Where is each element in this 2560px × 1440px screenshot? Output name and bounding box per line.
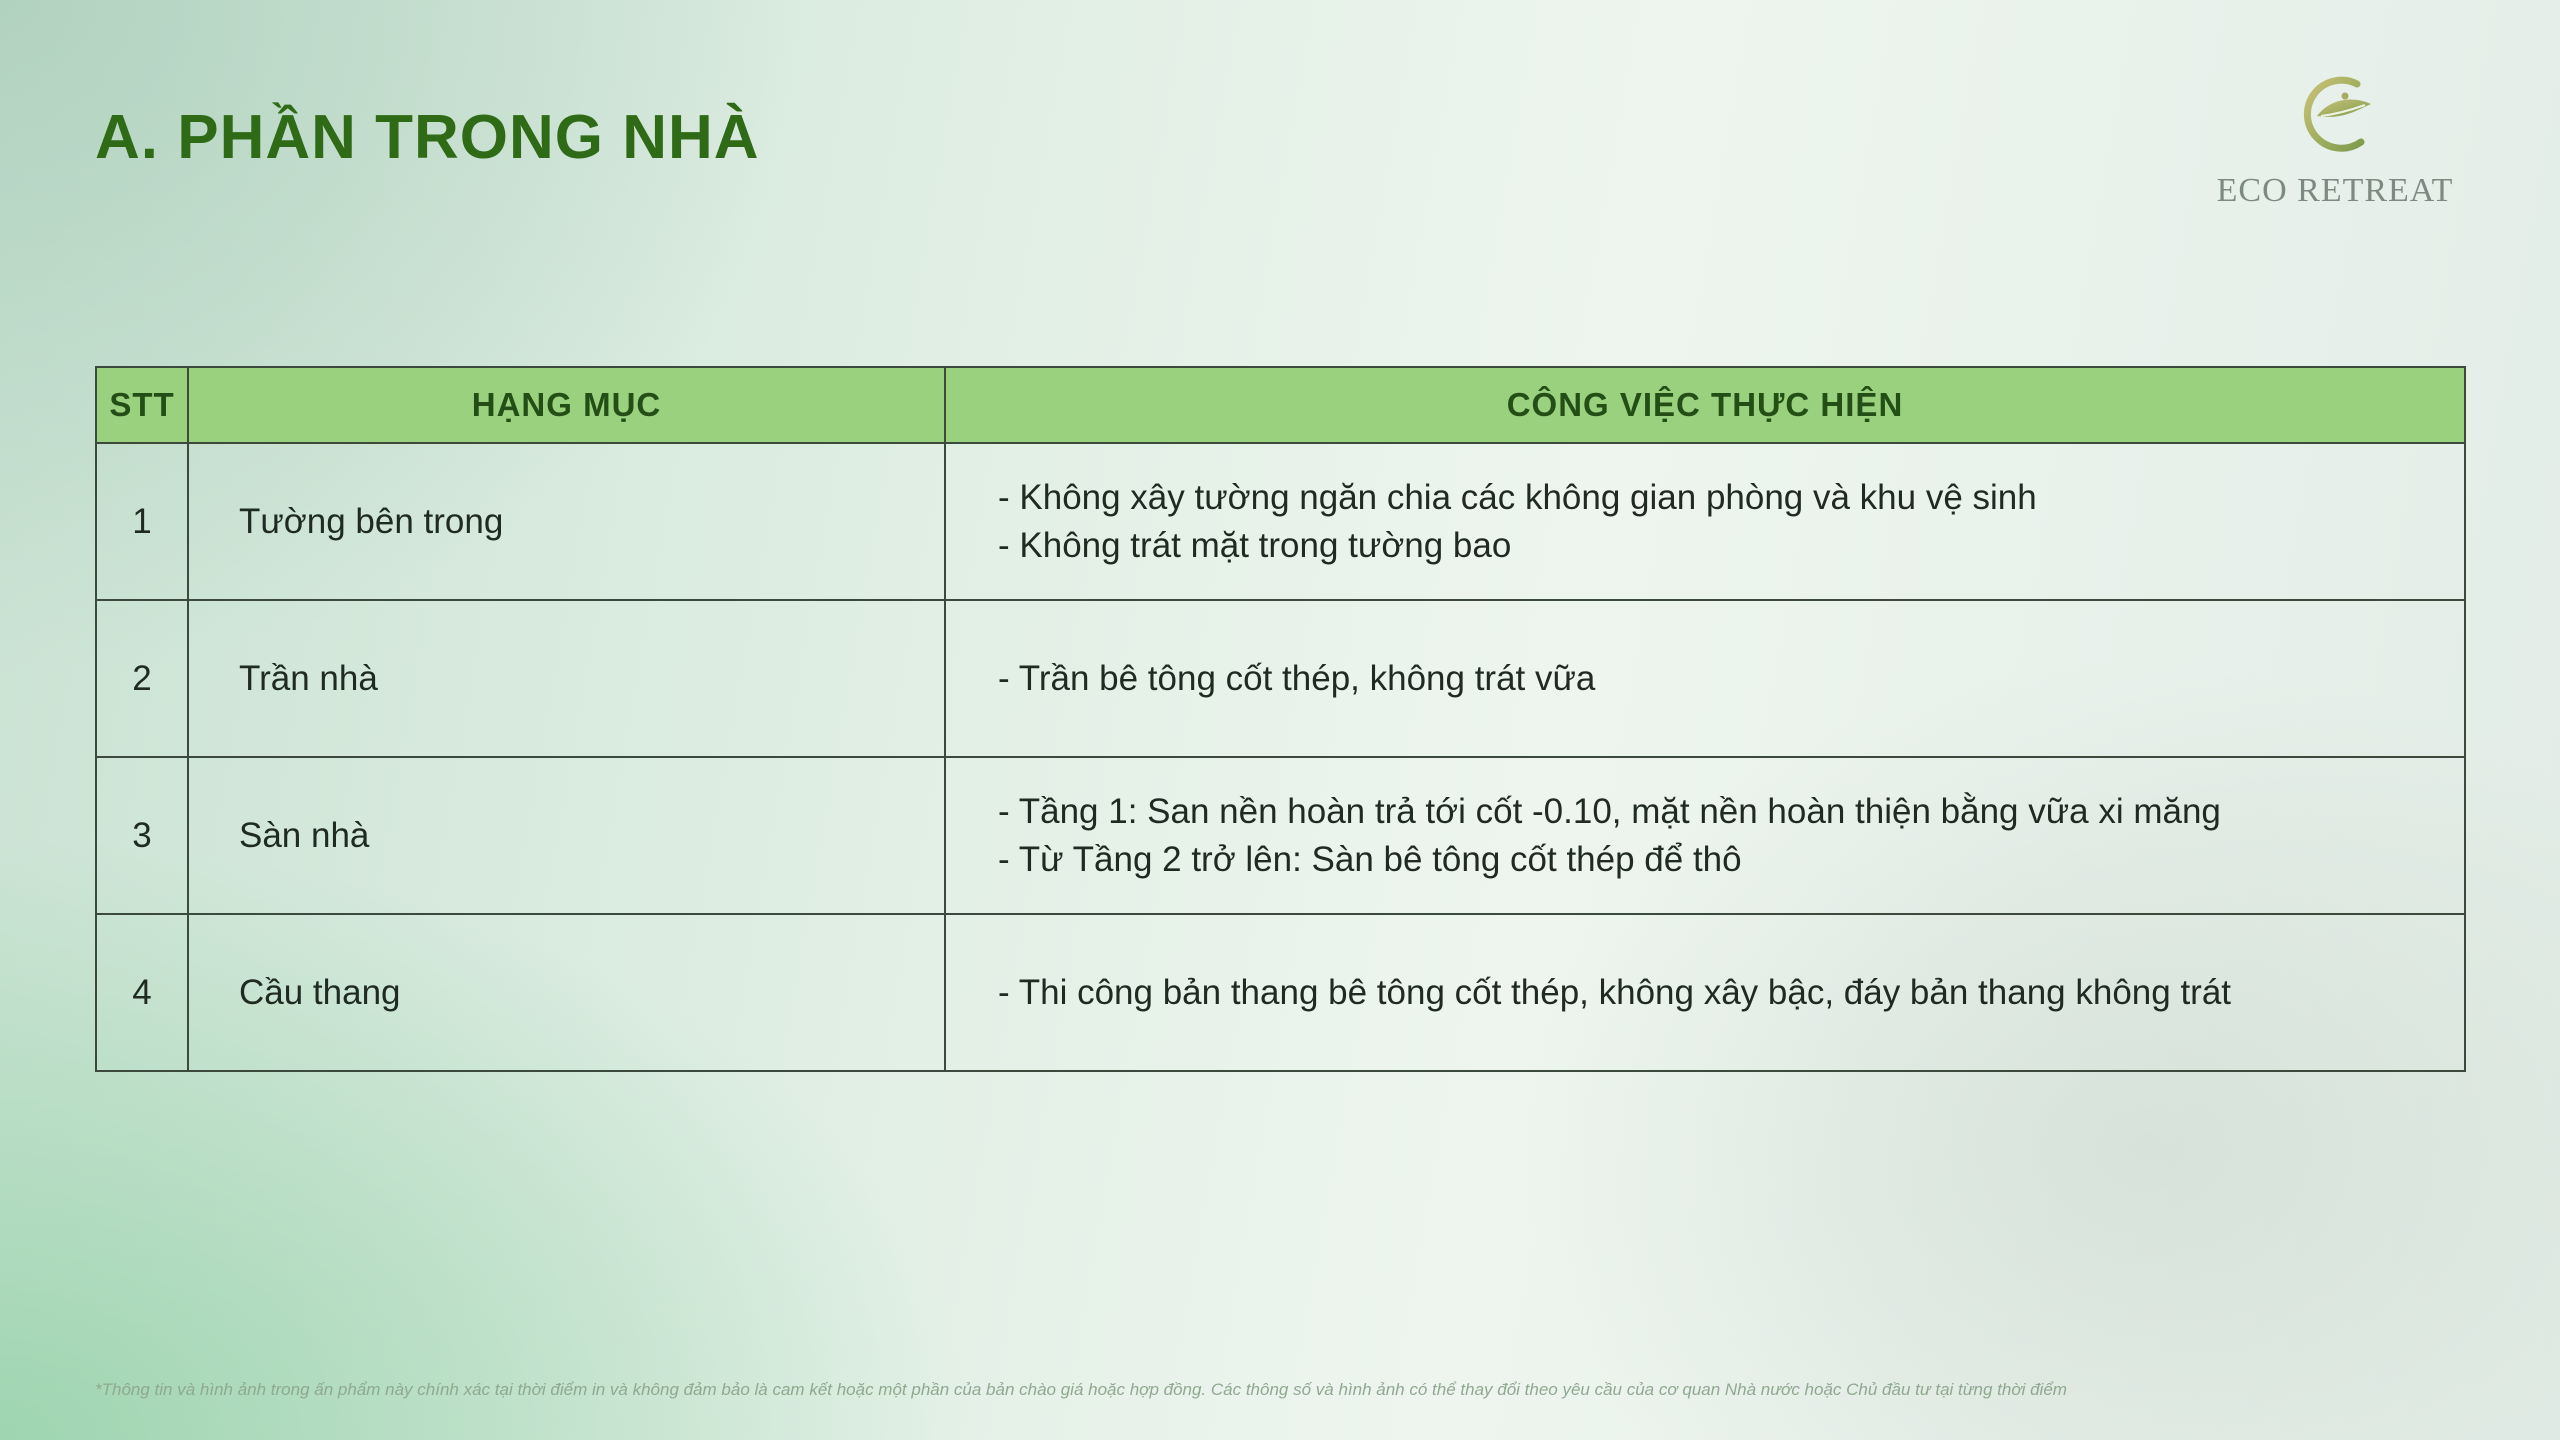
work-line: - Trần bê tông cốt thép, không trát vữa bbox=[998, 658, 1596, 698]
table-header-row bbox=[96, 367, 2465, 443]
row-item: Sàn nhà bbox=[188, 757, 945, 914]
disclaimer-footnote: *Thông tin và hình ảnh trong ấn phẩm này chính xác tại thời điểm in và không đảm bảo là cam kết hoặc một phần của bản chào giá hoặc hợp đồng. Các thông số và hình ảnh có thể thay đổi theo yêu cầu của cơ quan Nhà nước hoặc Chủ đầu tư tại từng thời điểm bbox=[95, 1380, 2067, 1399]
row-work bbox=[945, 914, 2465, 1071]
row-work bbox=[945, 443, 2465, 600]
table-row bbox=[96, 443, 2465, 600]
header-work: CÔNG VIỆC THỰC HIỆN bbox=[945, 367, 2465, 443]
work-line: - Không xây tường ngăn chia các không gian phòng và khu vệ sinh bbox=[998, 477, 2037, 517]
work-line: - Tầng 1: San nền hoàn trả tới cốt -0.10, mặt nền hoàn thiện bằng vữa xi măng bbox=[998, 791, 2221, 831]
table-row bbox=[96, 914, 2465, 1071]
header-item: HẠNG MỤC bbox=[188, 367, 945, 443]
page-title: A. PHẦN TRONG NHÀ bbox=[95, 103, 760, 172]
row-stt: 1 bbox=[96, 443, 188, 600]
work-line: - Không trát mặt trong tường bao bbox=[998, 525, 1512, 565]
work-line: - Thi công bản thang bê tông cốt thép, không xây bậc, đáy bản thang không trát bbox=[998, 972, 2232, 1012]
brand-name: ECO RETREAT bbox=[2216, 172, 2454, 209]
row-item: Trần nhà bbox=[188, 600, 945, 757]
table-row bbox=[96, 600, 2465, 757]
work-scope-table bbox=[95, 366, 2466, 1072]
row-stt: 3 bbox=[96, 757, 188, 914]
row-item: Cầu thang bbox=[188, 914, 945, 1071]
row-work bbox=[945, 757, 2465, 914]
header-stt: STT bbox=[96, 367, 188, 443]
row-item: Tường bên trong bbox=[188, 443, 945, 600]
brand-logo bbox=[2205, 70, 2465, 220]
row-stt: 4 bbox=[96, 914, 188, 1071]
work-line: - Từ Tầng 2 trở lên: Sàn bê tông cốt thép để thô bbox=[998, 839, 1742, 879]
row-stt: 2 bbox=[96, 600, 188, 757]
table-row bbox=[96, 757, 2465, 914]
leaf-circle-logo-icon bbox=[2287, 70, 2383, 162]
row-work bbox=[945, 600, 2465, 757]
